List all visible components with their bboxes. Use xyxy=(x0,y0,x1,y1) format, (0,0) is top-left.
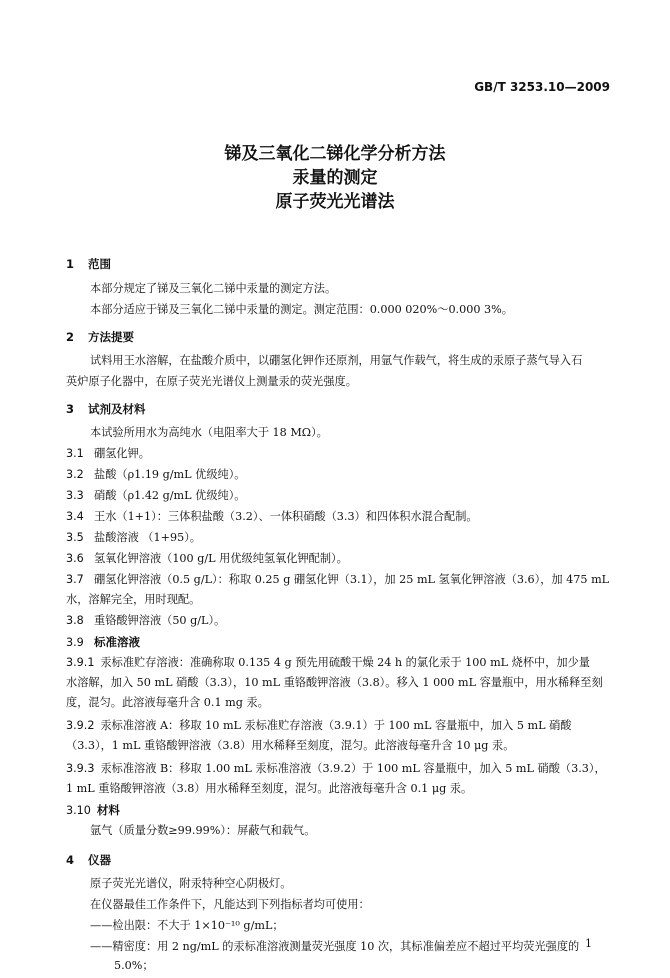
clause-3-9-1-continued: 水溶解，加入 50 mL 硝酸（3.3），10 mL 重铬酸钾溶液（3.8）。移入 1 000 mL 容量瓶中，用水稀释至刻 xyxy=(66,676,603,689)
paragraph: 本部分适应于锑及三氧化二锑中汞量的测定。测定范围：0.000 020%～0.000 3%。 xyxy=(90,303,513,316)
page-number: 1 xyxy=(585,937,592,950)
clause-3-5: 3.5 盐酸溶液 （1+95）。 xyxy=(66,531,201,544)
section-number: 1 xyxy=(66,257,75,271)
section-1-heading xyxy=(66,256,111,272)
clause-3-9-3: 3.9.3 汞标准溶液 B：移取 1.00 mL 汞标准溶液（3.9.2）于 100 mL 容量瓶中，加入 5 mL 硝酸（3.3）， xyxy=(66,762,606,775)
paragraph: 在仪器最佳工作条件下，凡能达到下列指标者均可使用： xyxy=(90,898,370,911)
list-item-continued: 5.0%； xyxy=(114,959,154,972)
standard-number: GB/T 3253.10—2009 xyxy=(474,80,610,94)
clause-3-4: 3.4 王水（1+1）：三体积盐酸（3.2）、一体积硝酸（3.3）和四体积水混合配制。 xyxy=(66,510,478,523)
title-line-3: 原子荧光光谱法 xyxy=(275,192,395,212)
clause-3-10: 3.10 材料 xyxy=(66,803,120,817)
clause-3-9: 3.9 标准溶液 xyxy=(66,635,140,649)
paragraph: 本部分规定了锑及三氧化二锑中汞量的测定方法。 xyxy=(90,282,337,295)
section-number: 2 xyxy=(66,330,75,344)
section-title: 范围 xyxy=(88,257,111,271)
clause-3-9-1: 3.9.1 汞标准贮存溶液：准确称取 0.135 4 g 预先用硫酸干燥 24 h 的氯化汞于 100 mL 烧杯中，加少量 xyxy=(66,656,590,669)
clause-3-2: 3.2 盐酸（ρ1.19 g/mL 优级纯）。 xyxy=(66,468,246,481)
section-title: 仪器 xyxy=(88,853,111,867)
clause-3-7-continued: 水，溶解完全，用时现配。 xyxy=(66,593,201,606)
clause-3-1: 3.1 硼氢化钾。 xyxy=(66,447,150,460)
clause-3-9-3-continued: 1 mL 重铬酸钾溶液（3.8）用水稀释至刻度，混匀。此溶液每毫升含 0.1 μg 汞。 xyxy=(66,782,473,795)
clause-3-7: 3.7 硼氢化钾溶液（0.5 g/L）：称取 0.25 g 硼氢化钾（3.1），加 25 mL 氢氧化钾溶液（3.6），加 475 mL xyxy=(66,573,610,586)
paragraph: 原子荧光光谱仪，附汞特种空心阴极灯。 xyxy=(90,877,292,890)
document-title xyxy=(0,142,670,214)
paragraph: 本试验所用水为高纯水（电阻率大于 18 MΩ）。 xyxy=(90,426,328,439)
clause-3-6: 3.6 氢氧化钾溶液（100 g/L 用优级纯氢氧化钾配制）。 xyxy=(66,552,348,565)
section-3-heading xyxy=(66,401,146,417)
clause-3-3: 3.3 硝酸（ρ1.42 g/mL 优级纯）。 xyxy=(66,489,246,502)
paragraph: 氩气（质量分数≥99.99%）：屏蔽气和载气。 xyxy=(90,824,316,837)
list-item: ——检出限：不大于 1×10⁻¹⁰ g/mL； xyxy=(90,919,284,932)
paragraph: 试料用王水溶解，在盐酸介质中，以硼氢化钾作还原剂，用氩气作载气，将生成的汞原子蒸气导入石 xyxy=(90,354,583,367)
section-4-heading xyxy=(66,852,111,868)
section-number: 3 xyxy=(66,402,75,416)
clause-3-9-2: 3.9.2 汞标准溶液 A：移取 10 mL 汞标准贮存溶液（3.9.1）于 100 mL 容量瓶中，加入 5 mL 硝酸 xyxy=(66,719,572,732)
section-title: 试剂及材料 xyxy=(88,402,146,416)
clause-3-9-2-continued: （3.3），1 mL 重铬酸钾溶液（3.8）用水稀释至刻度，混匀。此溶液每毫升含 10 μg 汞。 xyxy=(66,739,515,752)
section-title: 方法提要 xyxy=(88,330,134,344)
clause-3-9-1-continued: 度，混匀。此溶液每毫升含 0.1 mg 汞。 xyxy=(66,696,269,709)
section-2-heading xyxy=(66,329,134,345)
paragraph-continued: 英炉原子化器中，在原子荧光光谱仪上测量汞的荧光强度。 xyxy=(66,375,357,388)
section-number: 4 xyxy=(66,853,75,867)
clause-3-8: 3.8 重铬酸钾溶液（50 g/L）。 xyxy=(66,614,226,627)
title-line-2: 汞量的测定 xyxy=(292,168,378,188)
list-item: ——精密度：用 2 ng/mL 的汞标准溶液测量荧光强度 10 次，其标准偏差应不超过平均荧光强度的 xyxy=(90,940,580,953)
title-line-1: 锑及三氧化二锑化学分析方法 xyxy=(224,144,446,164)
